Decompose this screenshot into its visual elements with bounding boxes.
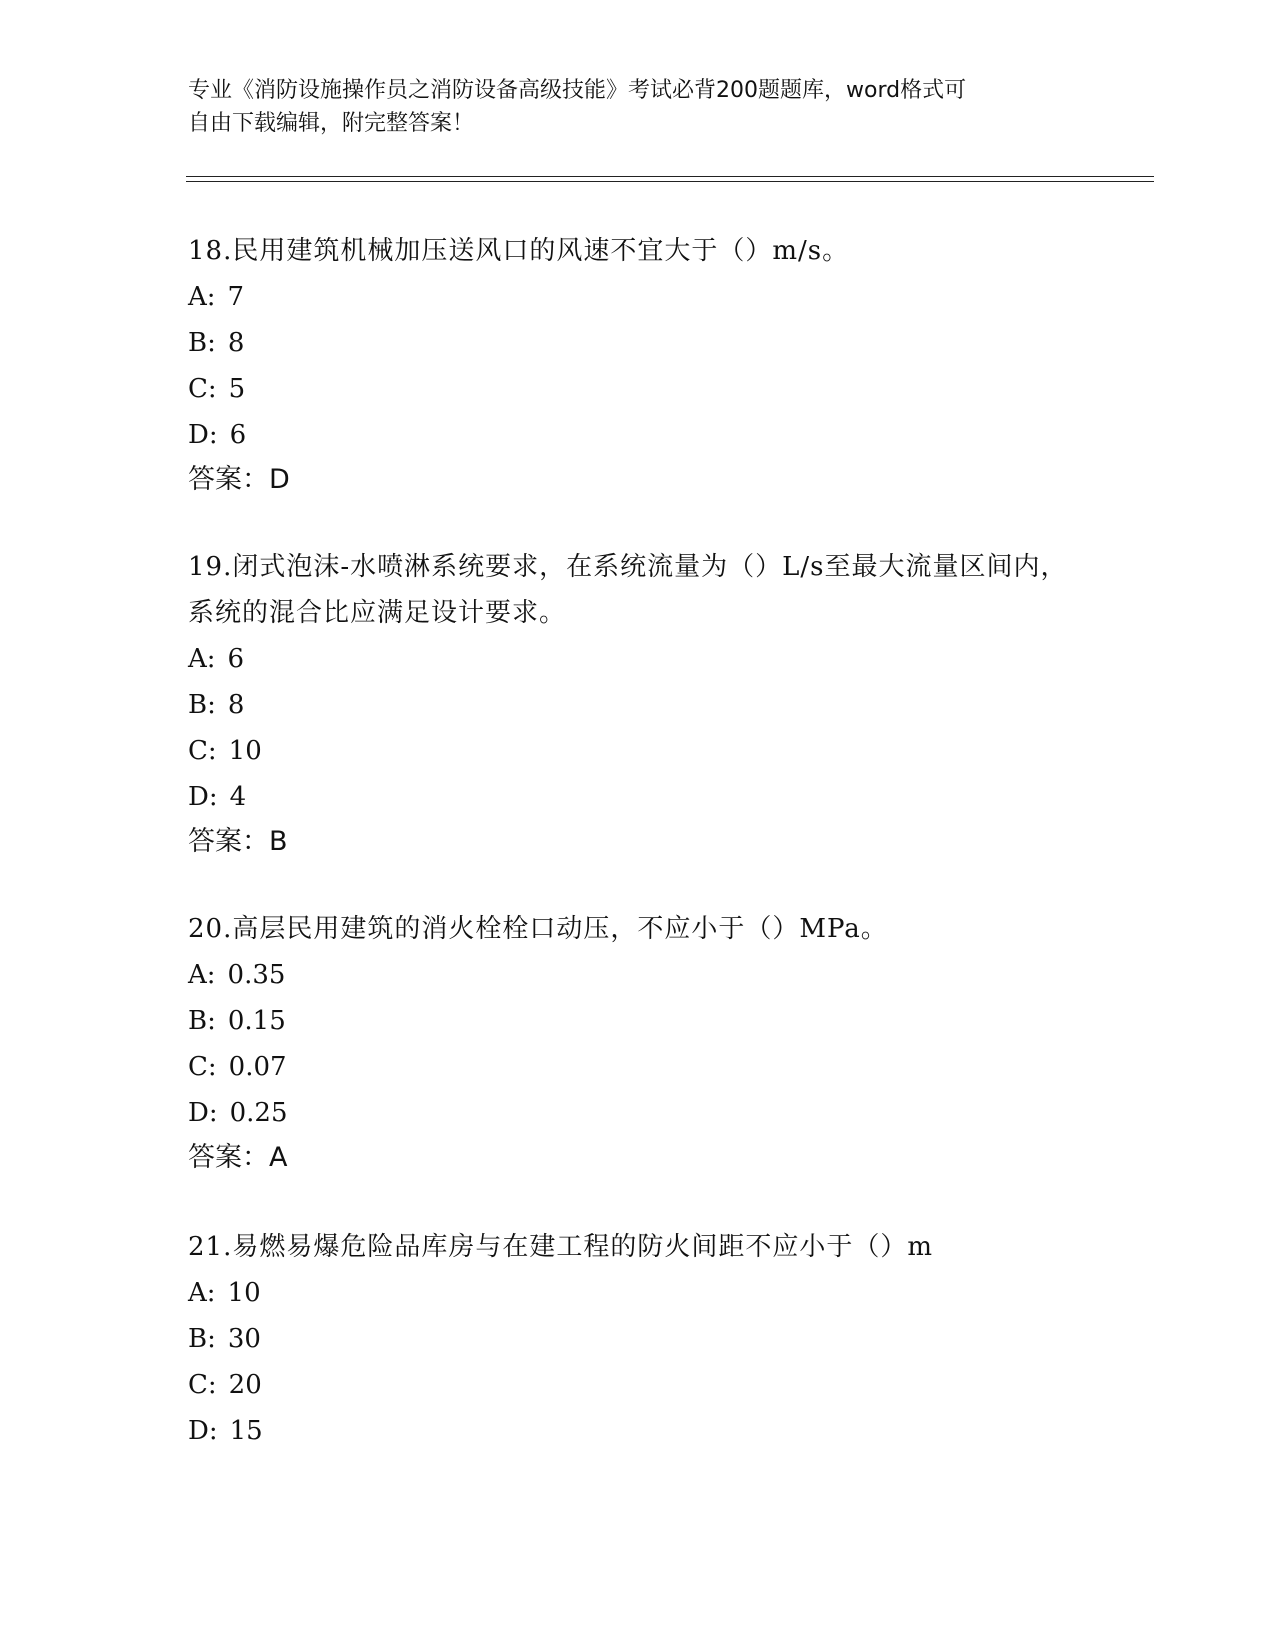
option-d: D: 15 <box>188 1416 263 1446</box>
question-stem: 20.高层民用建筑的消火栓栓口动压，不应小于（）MPa。 <box>188 914 888 944</box>
question-stem: 18.民用建筑机械加压送风口的风速不宜大于（）m/s。 <box>188 236 850 266</box>
option-c: C: 10 <box>188 736 262 766</box>
question-20 <box>188 906 1088 1180</box>
option-d: D: 6 <box>188 420 247 450</box>
document-header <box>188 74 1068 140</box>
option-b: B: 0.15 <box>188 1006 286 1036</box>
option-b: B: 8 <box>188 690 245 720</box>
header-line-2: 自由下载编辑，附完整答案！ <box>188 111 475 136</box>
header-rule-bottom <box>186 181 1154 182</box>
question-stem: 21.易燃易爆危险品库房与在建工程的防火间距不应小于（）m <box>188 1232 934 1262</box>
question-stem: 19.闭式泡沫-水喷淋系统要求，在系统流量为（）L/s至最大流量区间内，系统的混合比应满足设计要求。 <box>188 552 1068 628</box>
answer-label: 答案：B <box>188 826 288 857</box>
question-21 <box>188 1224 1088 1454</box>
answer-label: 答案：A <box>188 1142 288 1173</box>
option-b: B: 8 <box>188 328 245 358</box>
question-18 <box>188 228 1088 502</box>
question-19 <box>188 544 1088 864</box>
option-c: C: 20 <box>188 1370 262 1400</box>
option-a: A: 7 <box>188 282 245 312</box>
option-a: A: 6 <box>188 644 245 674</box>
header-line-1: 专业《消防设施操作员之消防设备高级技能》考试必背200题题库，word格式可 <box>188 78 967 103</box>
option-a: A: 0.35 <box>188 960 286 990</box>
option-c: C: 0.07 <box>188 1052 287 1082</box>
option-d: D: 4 <box>188 782 247 812</box>
option-d: D: 0.25 <box>188 1098 288 1128</box>
option-b: B: 30 <box>188 1324 261 1354</box>
answer-label: 答案：D <box>188 464 290 495</box>
option-a: A: 10 <box>188 1278 261 1308</box>
header-rule-top <box>186 176 1154 177</box>
option-c: C: 5 <box>188 374 246 404</box>
